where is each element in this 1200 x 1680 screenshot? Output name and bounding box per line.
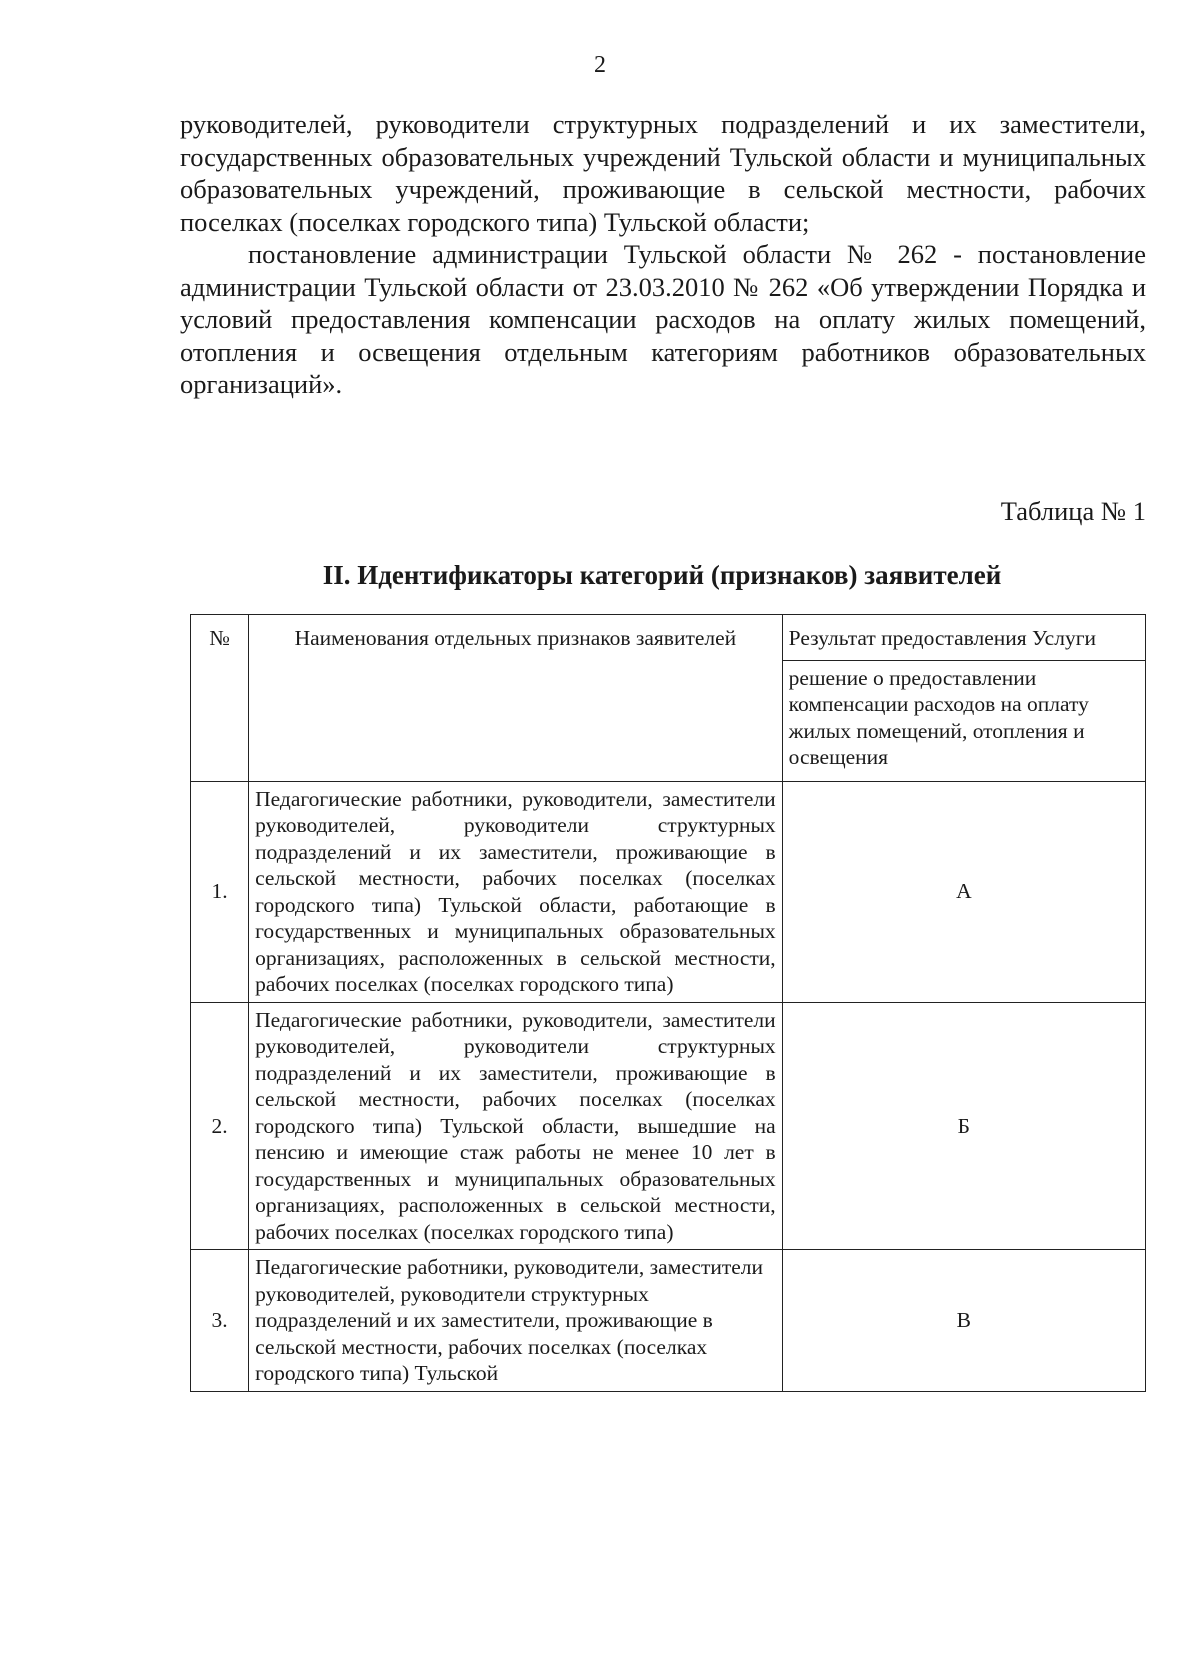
row-description: Педагогические работники, руководители, заместители руководителей, руководители структурных подразделений и их заместители, проживающие в сельской местности, рабочих поселках (поселках городского типа) Тульской <box>249 1250 783 1392</box>
table-row <box>191 1250 1146 1392</box>
header-result: Результат предоставления Услуги <box>782 615 1145 661</box>
row-result: Б <box>782 1002 1145 1250</box>
intro-paragraph-1: руководителей, руководители структурных подразделений и их заместители, государственных образовательных учреждений Тульской области и муниципальных образовательных учреждений, проживающие в сельской местности, рабочих поселках (поселках городского типа) Тульской области; <box>180 109 1146 237</box>
row-description: Педагогические работники, руководители, заместители руководителей, руководители структурных подразделений и их заместители, проживающие в сельской местности, рабочих поселках (поселках городского типа) Тульской области, вышедшие на пенсию и имеющие стаж работы не менее 10 лет в государственных и муниципальных образовательных организациях, расположенных в сельской местности, рабочих поселках (поселках городского типа) <box>249 1002 783 1250</box>
table-row <box>191 1002 1146 1250</box>
header-result-sub: решение о предоставлении компенсации расходов на оплату жилых помещений, отопления и освещения <box>782 660 1145 781</box>
row-number: 2. <box>191 1002 249 1250</box>
intro-text <box>180 108 1146 401</box>
table-row <box>191 781 1146 1002</box>
row-number: 1. <box>191 781 249 1002</box>
row-result: А <box>782 781 1145 1002</box>
table-label: Таблица № 1 <box>1000 496 1146 526</box>
intro-paragraph-2: постановление администрации Тульской области № 262 - постановление администрации Тульской области от 23.03.2010 № 262 «Об утверждении Порядка и условий предоставления компенсации расходов на оплату жилых помещений, отопления и освещения отдельным категориям работников образовательных организаций». <box>180 239 1146 399</box>
section-title: II. Идентификаторы категорий (признаков) заявителей <box>322 560 1002 590</box>
applicant-categories-table <box>190 614 1146 1392</box>
page-number: 2 <box>594 52 606 78</box>
row-result: В <box>782 1250 1145 1392</box>
table-header-row <box>191 615 1146 661</box>
header-num: № <box>191 615 249 782</box>
header-name: Наименования отдельных признаков заявителей <box>249 615 783 782</box>
row-description: Педагогические работники, руководители, заместители руководителей, руководители структурных подразделений и их заместители, проживающие в сельской местности, рабочих поселках (поселках городского типа) Тульской области, работающие в государственных и муниципальных образовательных организациях, расположенных в сельской местности, рабочих поселках (поселках городского типа) <box>249 781 783 1002</box>
row-number: 3. <box>191 1250 249 1392</box>
